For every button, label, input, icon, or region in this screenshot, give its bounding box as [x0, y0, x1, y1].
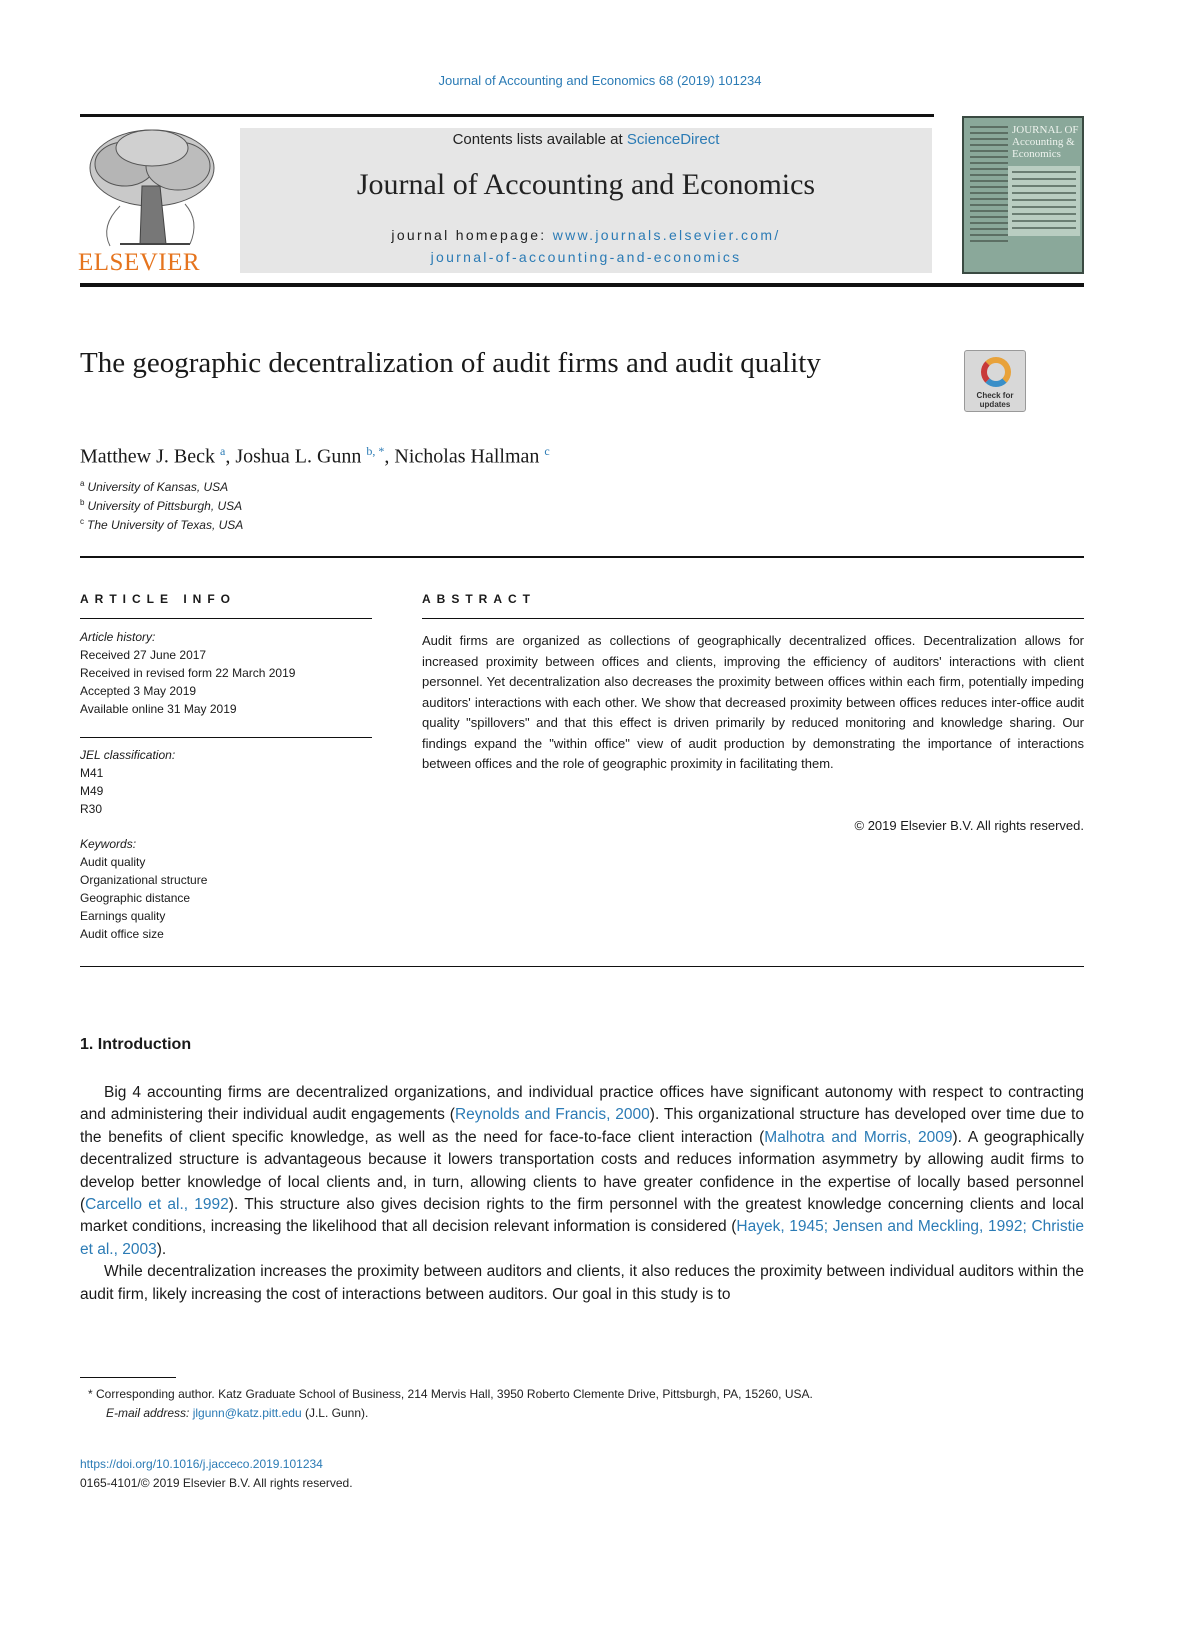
affiliation-text: University of Kansas, USA — [87, 480, 229, 494]
keyword-item: Audit quality — [80, 855, 146, 869]
header-top-rule — [80, 114, 934, 117]
doi-link[interactable]: https://doi.org/10.1016/j.jacceco.2019.101234 — [80, 1457, 323, 1471]
affiliation-item — [80, 517, 243, 532]
cover-title: JOURNAL OF Accounting & Economics — [1012, 124, 1079, 160]
keywords — [80, 835, 370, 943]
homepage-prefix: journal homepage: — [391, 227, 553, 243]
affiliation-mark: a — [80, 479, 85, 488]
abstract-copyright: © 2019 Elsevier B.V. All rights reserved. — [854, 818, 1084, 833]
keyword-item: Organizational structure — [80, 873, 208, 887]
section-heading-introduction: 1. Introduction — [80, 1036, 192, 1053]
author-separator: , — [225, 445, 236, 468]
jel-label: JEL classification: — [80, 748, 176, 762]
author-affiliation-mark[interactable]: a — [219, 444, 226, 458]
body-text-run: Big 4 accounting firms are decentralized organizations, and individual practice offices have significant autonomy with respect to contracting and administering their individual audit engagements ( — [80, 1084, 1084, 1124]
homepage-link-line2[interactable]: journal-of-accounting-and-economics — [430, 249, 742, 265]
cover-toc-box — [1008, 166, 1080, 236]
contents-line — [240, 131, 932, 148]
article-info-rule — [80, 618, 372, 619]
homepage-link-line1[interactable]: www.journals.elsevier.com/ — [552, 227, 781, 243]
corresponding-author-text: Corresponding author. Katz Graduate School of Business, 214 Mervis Hall, 3950 Roberto Clemente Drive, Pittsburgh, PA, 15260, USA. — [96, 1387, 813, 1401]
body-text-run: ). — [156, 1240, 167, 1258]
issn-copyright: 0165-4101/© 2019 Elsevier B.V. All rights reserved. — [80, 1476, 353, 1490]
keyword-item: Audit office size — [80, 927, 164, 941]
citation-link[interactable]: Malhotra and Morris, 2009 — [764, 1128, 953, 1146]
author-affiliation-mark[interactable]: b, * — [366, 444, 385, 458]
article-history — [80, 628, 370, 718]
journal-masthead — [240, 128, 932, 273]
email-link[interactable]: jlgunn@katz.pitt.edu — [192, 1406, 302, 1420]
elsevier-wordmark: ELSEVIER — [78, 249, 201, 276]
sciencedirect-link[interactable]: ScienceDirect — [626, 131, 720, 148]
affiliation-text: University of Pittsburgh, USA — [87, 499, 243, 513]
affiliation-text: The University of Texas, USA — [87, 518, 244, 532]
body-text-run: ). A geographically decentralized structure is advantageous because it lowers transportation costs and reduces information asymmetry by allowing audit firms to develop better knowledge of local clients and, in turn, allowing clients to have greater confidence in the expertise of locally based personnel ( — [80, 1128, 1084, 1214]
abstract-text: Audit firms are organized as collections of geographically decentralized offices. Decentralization allows for increased proximity between offices and clients, improving the efficiency of auditors' interactions with client personnel. Yet decentralization also decreases the proximity between offices within each firm, potentially impeding auditors' interactions with each other. We show that decreased proximity between offices reduces inter-office audit quality "spillovers" and that this effect is driven primarily by reduced monitoring and knowledge sharing. Our findings expand the "within office" view of audit production by demonstrating the importance of interactions between offices and the role of geographic proximity in facilitating them. — [422, 633, 1084, 771]
jel-code: M41 — [80, 766, 104, 780]
article-info-heading: ARTICLE INFO — [80, 592, 236, 606]
check-for-updates-icon — [981, 357, 1011, 387]
author-name[interactable]: Nicholas Hallman — [394, 445, 540, 468]
section-divider — [80, 556, 1084, 558]
contents-prefix: Contents lists available at — [452, 131, 627, 148]
keywords-label: Keywords: — [80, 837, 137, 851]
history-item: Accepted 3 May 2019 — [80, 684, 197, 698]
affiliation-item — [80, 479, 228, 494]
journal-citation[interactable]: Journal of Accounting and Economics 68 (2019) 101234 — [438, 73, 762, 88]
abstract-rule — [422, 618, 1084, 619]
author-name[interactable]: Joshua L. Gunn — [235, 445, 362, 468]
author-separator: , — [384, 445, 395, 468]
jel-rule — [80, 737, 372, 738]
corresponding-author-note — [88, 1387, 813, 1401]
affiliation-mark: b — [80, 498, 85, 507]
jel-code: R30 — [80, 802, 103, 816]
body-text-run: ). This structure also gives decision rights to the firm personnel with the greatest knowledge concerning clients and local market conditions, increasing the likelihood that all decision relevant information is considered ( — [80, 1196, 1085, 1236]
citation-link[interactable]: Hayek, 1945; Jensen and Meckling, 1992; Christie et al., 2003 — [80, 1218, 1084, 1258]
front-matter-end-rule — [80, 966, 1084, 967]
check-for-updates-button[interactable] — [964, 350, 1026, 412]
email-label: E-mail address: — [106, 1406, 193, 1420]
introduction-paragraph-1 — [80, 1082, 1084, 1261]
footnote-rule — [80, 1377, 176, 1378]
body-paragraph — [80, 1082, 1084, 1306]
keyword-item: Earnings quality — [80, 909, 166, 923]
jel-code: M49 — [80, 784, 104, 798]
email-note — [106, 1406, 368, 1420]
history-item: Available online 31 May 2019 — [80, 702, 237, 716]
history-item: Received 27 June 2017 — [80, 648, 207, 662]
keyword-item: Geographic distance — [80, 891, 191, 905]
journal-homepage — [240, 224, 932, 268]
author-name[interactable]: Matthew J. Beck — [80, 445, 215, 468]
introduction-paragraph-2: While decentralization increases the proximity between auditors and clients, it also reduces the proximity between individual auditors within the audit firm, likely increasing the cost of interactions between auditors. Our goal in this study is to — [80, 1263, 1084, 1303]
history-item: Received in revised form 22 March 2019 — [80, 666, 296, 680]
jel-classification — [80, 746, 370, 818]
history-label: Article history: — [80, 630, 156, 644]
citation-link[interactable]: Reynolds and Francis, 2000 — [454, 1106, 650, 1124]
author-affiliation-mark[interactable]: c — [544, 444, 550, 458]
article-title: The geographic decentralization of audit firms and audit quality — [80, 347, 821, 379]
check-for-updates-label: Check for updates — [976, 391, 1014, 409]
abstract-heading: ABSTRACT — [422, 592, 536, 606]
cover-contents-lines — [970, 126, 1008, 246]
body-text-run: ). This organizational structure has developed over time due to the benefits of client specific knowledge, as well as the need for face-to-face client interaction ( — [80, 1106, 1084, 1146]
journal-name: Journal of Accounting and Economics — [356, 168, 816, 201]
citation-link[interactable]: Carcello et al., 1992 — [85, 1196, 229, 1214]
email-suffix: (J.L. Gunn). — [301, 1406, 369, 1420]
affiliation-item — [80, 498, 242, 513]
footnote-mark: * — [88, 1387, 93, 1401]
journal-cover-image[interactable] — [962, 116, 1084, 274]
header-bottom-rule — [80, 283, 1084, 287]
author-list — [80, 444, 980, 469]
affiliation-mark: c — [80, 517, 84, 526]
